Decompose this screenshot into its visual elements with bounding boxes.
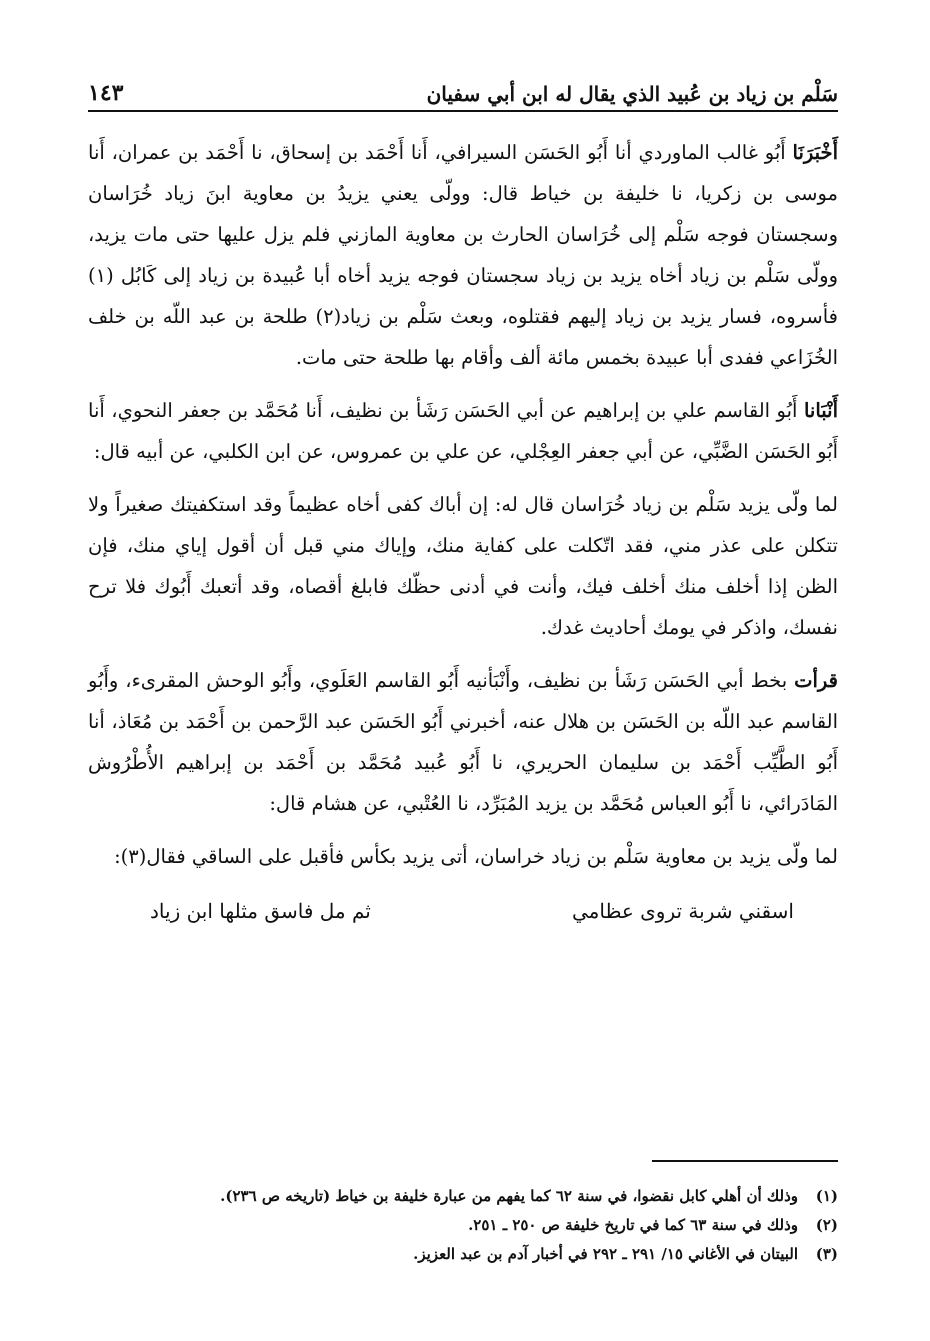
paragraph-lead: قرأت [794,669,838,692]
footnote-3 [88,1240,838,1269]
footnote-1 [88,1182,838,1211]
paragraph-text: أَبُو القاسم علي بن إبراهيم عن أبي الحَسَن رَشَأ بن نظيف، أَنا مُحَمَّد بن جعفر النحوي، أَنا أَبُو الحَسَن الضَّبِّي، عن أبي جعفر العِجْلي، عن علي بن عمروس، عن ابن الكلبي، عن أبيه قال: [88,399,838,463]
poem-verse [88,891,838,932]
footnote-2 [88,1211,838,1240]
paragraph-text: لما ولّى يزيد بن معاوية سَلْم بن زياد خراسان، أتى يزيد بكأس فأقبل على الساقي فقال(٣): [114,845,838,868]
footnote-text: وذلك في سنة ٦٣ كما في تاريخ خليفة ص ٢٥٠ ـ ٢٥١. [468,1216,798,1234]
verse-first-hemistich: اسقني شربة تروى عظامي [571,899,794,923]
paragraph-lead: أَنْبَانا [803,399,838,422]
verse-second-hemistich: ثم مل فاسق مثلها ابن زياد [150,899,371,923]
footnote-text: البيتان في الأغاني ١٥/ ٢٩١ ـ ٢٩٢ في أخبار آدم بن عبد العزيز. [413,1245,798,1263]
paragraph-2 [88,390,838,472]
footnote-mark: (٣) [815,1245,838,1263]
footnote-mark: (٢) [815,1216,838,1234]
paragraph-lead: أَخْبَرَنَا [792,141,838,164]
page-header [88,66,838,112]
footnotes [88,1182,838,1269]
running-head: سَلْم بن زياد بن عُبيد الذي يقال له ابن أبي سفيان [426,82,838,106]
paragraph-4 [88,660,838,824]
main-text [88,132,838,932]
paragraph-1 [88,132,838,378]
paragraph-5 [88,836,838,877]
footnote-text: وذلك أن أهلي كابل نقضوا، في سنة ٦٢ كما يفهم من عبارة خليفة بن خياط (تاريخه ص ٢٣٦). [220,1187,798,1205]
footnote-mark: (١) [815,1187,838,1205]
paragraph-3 [88,484,838,648]
paragraph-text: لما ولّى يزيد سَلْم بن زياد خُرَاسان قال له: إن أباك كفى أخاه عظيماً وقد استكفيتك صغيراً ولا تتكلن على عذر مني، فقد اتّكلت على كفاية منك، وإياك مني قبل أن أقول إياي منك، فإن الظن إذا أخلف منك أخلف فيك، وأنت في أدنى حظّك فابلغ أقصاه، وقد أتعبك أَبُوك فلا ترح نفسك، واذكر في يومك أحاديث غدك. [88,493,838,639]
page-number: ١٤٣ [88,80,124,106]
paragraph-text: أَبُو غالب الماوردي أنا أَبُو الحَسَن السيرافي، أَنا أَحْمَد بن إسحاق، نا أَحْمَد بن عمران، أَنا موسى بن زكريا، نا خليفة بن خياط قال: وولّى يعني يزيدُ بن معاوية ابنَ زياد خُرَاسان وسجستان فوجه سَلْم إلى خُرَاسان الحارث بن معاوية المازني فلم يزل عليها حتى مات يزيد، وولّى سَلْم بن زياد أخاه يزيد بن زياد سجستان فوجه يزيد أخاه أبا عُبيدة بن زياد إلى كَابُل (١) فأسروه، فسار يزيد بن زياد إليهم فقتلوه، وبعث سَلْم بن زياد(٢) طلحة بن عبد اللّه بن خلف الخُزَاعي ففدى أبا عبيدة بخمس مائة ألف وأقام بها طلحة حتى مات. [88,141,838,369]
footnote-divider [652,1160,838,1162]
paragraph-text: بخط أبي الحَسَن رَشَأ بن نظيف، وأَنْبَأنيه أَبُو القاسم العَلَوي، وأَبُو الوحش المقرىء، وأَبُو القاسم عبد اللّه بن الحَسَن بن هلال عنه، أخبرني أَبُو الحَسَن عبد الرَّحمن بن أَحْمَد بن مُعَاذ، أنا أَبُو الطَّيِّب أَحْمَد بن سليمان الحريري، نا أَبُو عُبيد مُحَمَّد بن أَحْمَد بن إبراهيم الأُطْرُوش المَادَرائي، نا أَبُو العباس مُحَمَّد بن يزيد المُبَرِّد، نا العُتْبي، عن هشام قال: [88,669,838,815]
